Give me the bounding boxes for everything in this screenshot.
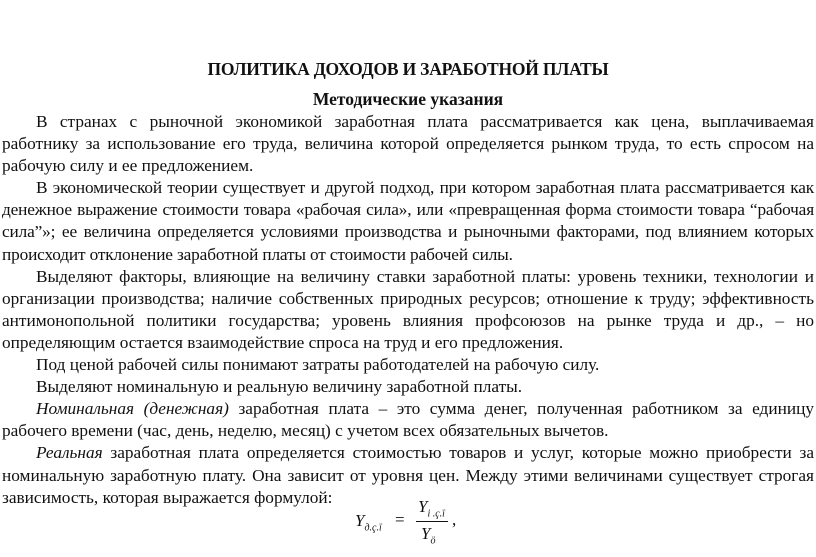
formula-numerator: $Y_{i .ç.ï}$ [418,497,445,520]
formula-comma: , [452,510,457,529]
real-wage-formula [355,497,485,555]
paragraph-4: Под ценой рабочей силы понимают затраты работодателей на рабочую силу. [36,355,600,375]
formula-lhs: $Y_{д.ç.ï}$ [355,511,382,534]
paragraph-3: Выделяют факторы, влияющие на величину ставки заработной платы: уровень техники, технологии и организации производства; наличие собственных природных ресурсов; отношение к труду; эффективность антимонопольной политики государства; уровень влияния профсоюзов на рынке труда и др., – но определяющим остается взаимодействие спроса на труд и его предложения. [2,266,814,352]
formula-denominator: $Y_ö$ [421,524,436,547]
formula-equals: = [395,510,405,529]
paragraph-5: Выделяют номинальную и реальную величину заработной платы. [36,377,523,397]
document-subtitle: Методические указания [312,89,504,109]
fraction-bar [416,521,448,522]
term-real: Реальная [36,443,103,463]
document-title: ПОЛИТИКА ДОХОДОВ И ЗАРАБОТНОЙ ПЛАТЫ [207,59,609,79]
paragraph-7-text: заработная плата определяется стоимостью товаров и услуг, которые можно приобрести за номинальную заработную плату. Она зависит от уровня цен. Между этими величинами существует строгая зависимость, которая выражается формулой: [2,443,814,507]
paragraph-2: В экономической теории существует и другой подход, при котором заработная плата рассматривается как денежное выражение стоимости товара «рабочая сила», или «превращенная форма стоимости товара “рабочая сила”»; ее величина определяется условиями производства и рыночными факторами, под влиянием которых происходит отклонение заработной платы от стоимости рабочей силы. [2,178,814,264]
paragraph-1: В странах с рыночной экономикой заработная плата рассматривается как цена, выплачиваемая работнику за использование его труда, величина которой определяется рынком труда, то есть спросом на рабочую силу и ее предложением. [2,112,814,176]
paragraph-6-text: заработная плата – это сумма денег, полученная работником за единицу рабочего времени (час, день, неделю, месяц) с учетом всех обязательных вычетов. [2,399,814,441]
term-nominal: Номинальная (денежная) [36,399,229,419]
document-body [2,111,814,509]
paragraph-6 [2,398,814,442]
